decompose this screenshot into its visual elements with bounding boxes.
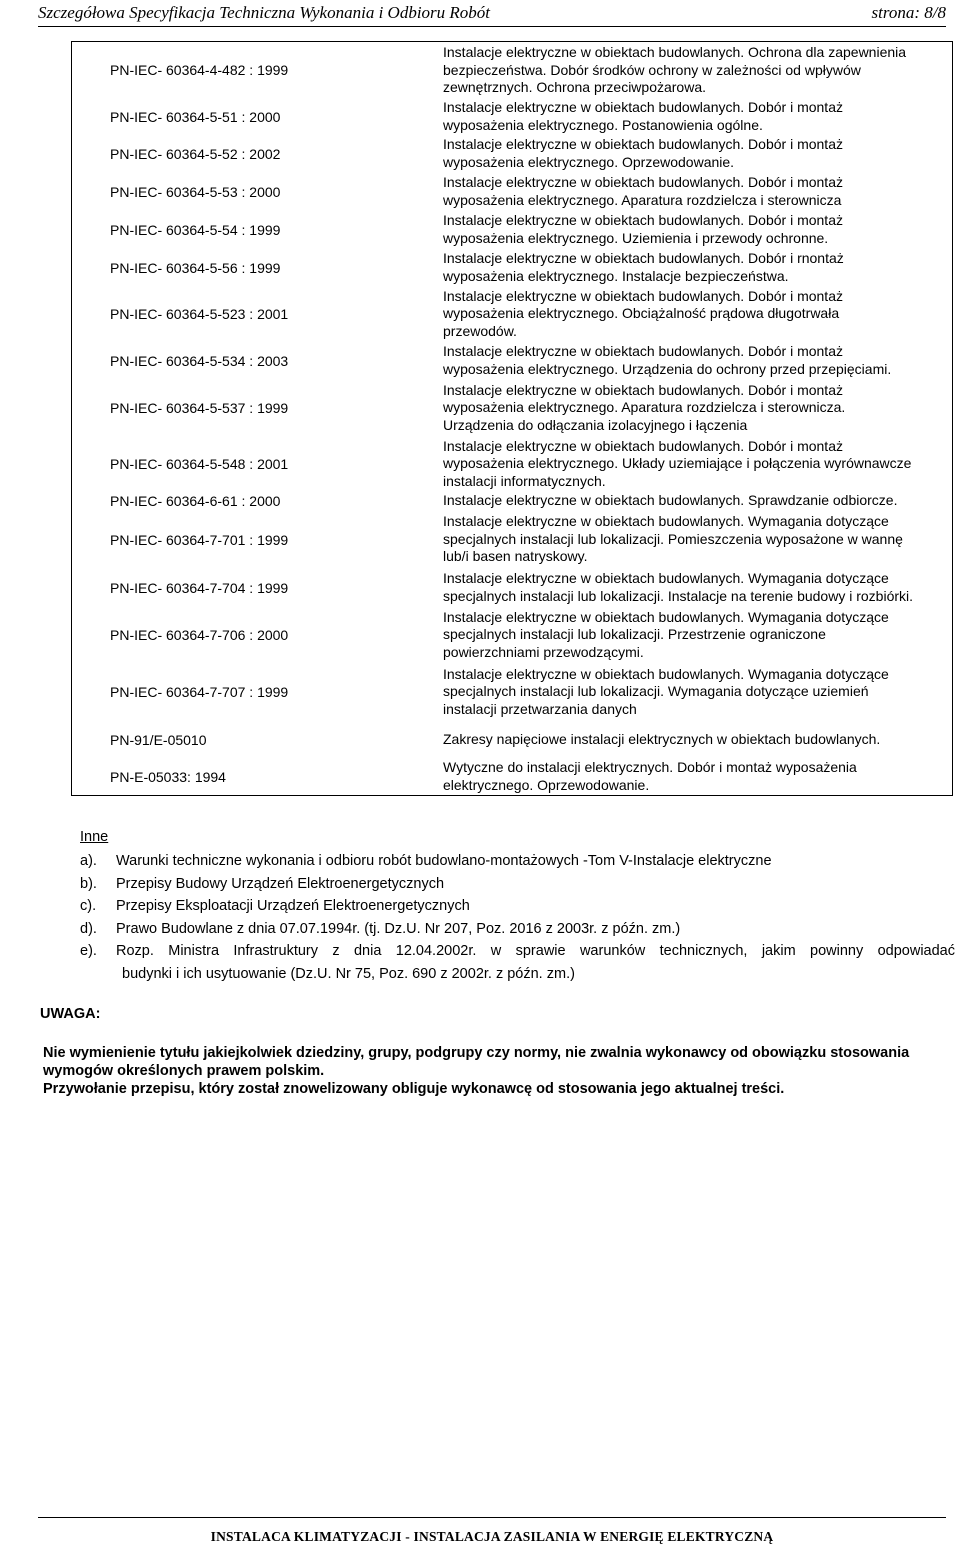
standard-code: PN-IEC- 60364-4-482 : 1999 bbox=[110, 62, 289, 79]
standard-code: PN-IEC- 60364-5-534 : 2003 bbox=[110, 352, 289, 369]
standard-code: PN-IEC- 60364-5-537 : 1999 bbox=[110, 400, 289, 416]
description-line: Instalacje elektryczne w obiektach budowlanych. Wymagania dotyczące bbox=[443, 513, 889, 530]
standard-description bbox=[410, 287, 953, 342]
standard-description bbox=[410, 99, 953, 135]
description-line: specjalnych instalacji lub lokalizacji. Wymagania dotyczące uziemień bbox=[443, 683, 869, 700]
description-line: wyposażenia elektrycznego. Układy uziemiające i połączenia wyrównawcze bbox=[443, 455, 912, 472]
description-line: Instalacje elektryczne w obiektach budowlanych. Wymagania dotyczące bbox=[443, 608, 889, 625]
reference-label: e). bbox=[80, 943, 97, 959]
standard-row bbox=[72, 42, 953, 99]
standard-row bbox=[72, 287, 953, 342]
description-line: specjalnych instalacji lub lokalizacji. Pomieszczenia wyposażone w wannę bbox=[443, 530, 903, 547]
reference-item bbox=[80, 895, 955, 918]
standard-code: PN-IEC- 60364-5-52 : 2002 bbox=[110, 145, 281, 162]
standard-code: PN-91/E-05010 bbox=[110, 731, 207, 748]
description-line: wyposażenia elektrycznego. Aparatura rozdzielcza i sterownicza bbox=[443, 191, 842, 208]
standard-row bbox=[72, 211, 953, 249]
standard-row bbox=[72, 664, 953, 721]
standard-row bbox=[72, 759, 953, 796]
description-line: Instalacje elektryczne w obiektach budowlanych. Dobór i montaż bbox=[443, 343, 843, 359]
standard-description bbox=[410, 437, 953, 492]
description-line: wyposażenia elektrycznego. Instalacje bezpieczeństwa. bbox=[443, 267, 789, 284]
standard-row bbox=[72, 135, 953, 173]
standard-row bbox=[72, 342, 953, 380]
description-line: przewodów. bbox=[443, 322, 517, 339]
standard-row bbox=[72, 721, 953, 759]
description-line: Instalacje elektryczne w obiektach budowlanych. Dobór i montaż bbox=[443, 99, 843, 115]
reference-text-continuation: budynki i ich usytuowanie (Dz.U. Nr 75, Poz. 690 z 2002r. z późn. zm.) bbox=[122, 965, 575, 982]
standard-code: PN-IEC- 60364-7-706 : 2000 bbox=[110, 627, 289, 643]
description-line: Instalacje elektryczne w obiektach budowlanych. Dobór i montaż bbox=[443, 381, 843, 398]
standard-description bbox=[410, 380, 953, 437]
description-line: Instalacje elektryczne w obiektach budowlanych. Dobór i rnontaż bbox=[443, 250, 844, 266]
standard-row bbox=[72, 380, 953, 437]
document-title: Szczegółowa Specyfikacja Techniczna Wykonania i Odbioru Robót bbox=[38, 3, 491, 22]
reference-label: a). bbox=[80, 853, 97, 869]
standard-code: PN-IEC- 60364-7-707 : 1999 bbox=[110, 684, 289, 700]
description-line: Instalacje elektryczne w obiektach budowlanych. Wymagania dotyczące bbox=[443, 570, 889, 586]
standards-table-body bbox=[72, 42, 953, 796]
description-line: wyposażenia elektrycznego. Obciążalność prądowa długotrwała bbox=[443, 305, 840, 322]
description-line: Instalacje elektryczne w obiektach budowlanych. Dobór i montaż bbox=[443, 212, 843, 228]
page-header bbox=[38, 0, 946, 27]
standard-row bbox=[72, 511, 953, 569]
reference-text: Warunki techniczne wykonania i odbioru robót budowlano-montażowych -Tom V-Instalacje elektryczne bbox=[116, 853, 772, 869]
description-line: Instalacje elektryczne w obiektach budowlanych. Dobór i montaż bbox=[443, 136, 843, 152]
page-footer: INSTALACA KLIMATYZACJI - INSTALACJA ZASILANIA W ENERGIĘ ELEKTRYCZNĄ bbox=[38, 1517, 946, 1546]
standard-description bbox=[410, 759, 953, 796]
standard-description bbox=[410, 607, 953, 664]
standard-row bbox=[72, 437, 953, 492]
page-number: strona: 8/8 bbox=[871, 3, 946, 22]
standard-description bbox=[410, 173, 953, 211]
reference-label: d). bbox=[80, 920, 97, 937]
standard-description bbox=[410, 664, 953, 721]
description-line: wyposażenia elektrycznego. Postanowienia ogólne. bbox=[443, 116, 763, 133]
standard-code: PN-IEC- 60364-6-61 : 2000 bbox=[110, 493, 281, 509]
description-line: Instalacje elektryczne w obiektach budowlanych. Ochrona dla zapewnienia bbox=[443, 44, 907, 60]
standard-description bbox=[410, 249, 953, 287]
description-line: Urządzenia do odłączania izolacyjnego i łączenia bbox=[443, 416, 748, 433]
standard-code: PN-IEC- 60364-7-704 : 1999 bbox=[110, 579, 289, 596]
standard-description bbox=[410, 42, 953, 99]
standards-table bbox=[71, 41, 953, 796]
reference-text: Przepisy Budowy Urządzeń Elektroenergetycznych bbox=[116, 875, 445, 892]
reference-item bbox=[80, 873, 955, 896]
description-line: Wytyczne do instalacji elektrycznych. Dobór i montaż wyposażenia bbox=[443, 759, 857, 776]
reference-text: Przepisy Eksploatacji Urządzeń Elektroenergetycznych bbox=[116, 898, 470, 914]
other-references-list bbox=[80, 850, 955, 985]
standard-code: PN-IEC- 60364-5-51 : 2000 bbox=[110, 108, 281, 125]
standard-code: PN-IEC- 60364-5-53 : 2000 bbox=[110, 183, 281, 200]
description-line: lub/i basen natryskowy. bbox=[443, 548, 588, 565]
description-line: specjalnych instalacji lub lokalizacji. Instalacje na terenie budowy i rozbiórki. bbox=[443, 587, 914, 604]
reference-item bbox=[80, 850, 955, 873]
standard-row bbox=[72, 607, 953, 664]
reference-label: b). bbox=[80, 875, 97, 892]
description-line: zewnętrznych. Ochrona przeciwpożarowa. bbox=[443, 79, 707, 95]
description-line: specjalnych instalacji lub lokalizacji. Przestrzenie ograniczone bbox=[443, 626, 826, 643]
description-line: wyposażenia elektrycznego. Oprzewodowanie. bbox=[443, 153, 735, 170]
standard-code: PN-IEC- 60364-5-548 : 2001 bbox=[110, 456, 289, 472]
note-label: UWAGA: bbox=[40, 1006, 101, 1022]
description-line: elektrycznego. Oprzewodowanie. bbox=[443, 776, 650, 793]
description-line: Instalacje elektryczne w obiektach budowlanych. Dobór i montaż bbox=[443, 287, 843, 304]
standard-code: PN-IEC- 60364-5-523 : 2001 bbox=[110, 306, 289, 322]
standard-row bbox=[72, 99, 953, 135]
description-line: Instalacje elektryczne w obiektach budowlanych. Wymagania dotyczące bbox=[443, 665, 889, 682]
standard-description bbox=[410, 492, 953, 511]
standard-row bbox=[72, 249, 953, 287]
standard-row bbox=[72, 173, 953, 211]
description-line: bezpieczeństwa. Dobór środków ochrony w zależności od wpływów bbox=[443, 61, 861, 78]
standard-code: PN-IEC- 60364-5-56 : 1999 bbox=[110, 259, 281, 276]
standard-description bbox=[410, 342, 953, 380]
standard-description bbox=[410, 211, 953, 249]
description-line: instalacji informatycznych. bbox=[443, 472, 606, 489]
standard-description bbox=[410, 721, 953, 759]
standard-description bbox=[410, 511, 953, 569]
standard-code: PN-IEC- 60364-5-54 : 1999 bbox=[110, 221, 281, 238]
description-line: wyposażenia elektrycznego. Aparatura rozdzielcza i sterownicza. bbox=[443, 399, 846, 416]
reference-text: Prawo Budowlane z dnia 07.07.1994r. (tj. Dz.U. Nr 207, Poz. 2016 z 2003r. z późn. zm.) bbox=[116, 920, 681, 937]
description-line: Zakresy napięciowe instalacji elektrycznych w obiektach budowlanych. bbox=[443, 730, 881, 747]
reference-text: Rozp. Ministra Infrastruktury z dnia 12.04.2002r. w sprawie warunków technicznych, jakim powinny odpowiadać bbox=[116, 943, 955, 959]
note-paragraph: Przywołanie przepisu, który został znowelizowany obliguje wykonawcę od stosowania jego aktualnej treści. bbox=[43, 1081, 785, 1097]
description-line: wyposażenia elektrycznego. Urządzenia do ochrony przed przepięciami. bbox=[443, 360, 892, 377]
standard-row bbox=[72, 492, 953, 511]
notes-block bbox=[43, 1044, 943, 1098]
description-line: Instalacje elektryczne w obiektach budowlanych. Dobór i montaż bbox=[443, 174, 843, 190]
reference-item bbox=[80, 918, 955, 941]
description-line: Instalacje elektryczne w obiektach budowlanych. Dobór i montaż bbox=[443, 437, 843, 454]
standard-code: PN-E-05033: 1994 bbox=[110, 768, 226, 785]
standard-row bbox=[72, 569, 953, 607]
description-line: powierzchniami przewodzącymi. bbox=[443, 643, 644, 660]
reference-item bbox=[80, 940, 955, 963]
standard-code: PN-IEC- 60364-7-701 : 1999 bbox=[110, 531, 289, 548]
description-line: wyposażenia elektrycznego. Uziemienia i przewody ochronne. bbox=[443, 229, 829, 246]
reference-label: c). bbox=[80, 898, 97, 914]
note-paragraph: Nie wymienienie tytułu jakiejkolwiek dziedziny, grupy, podgrupy czy normy, nie zwalnia wykonawcy od obowiązku stosowania wymogów określonych prawem polskim. bbox=[43, 1045, 910, 1079]
standard-description bbox=[410, 569, 953, 607]
other-references-heading: Inne bbox=[80, 829, 109, 845]
description-line: instalacji przetwarzania danych bbox=[443, 700, 637, 717]
standard-description bbox=[410, 135, 953, 173]
description-line: Instalacje elektryczne w obiektach budowlanych. Sprawdzanie odbiorcze. bbox=[443, 492, 898, 509]
